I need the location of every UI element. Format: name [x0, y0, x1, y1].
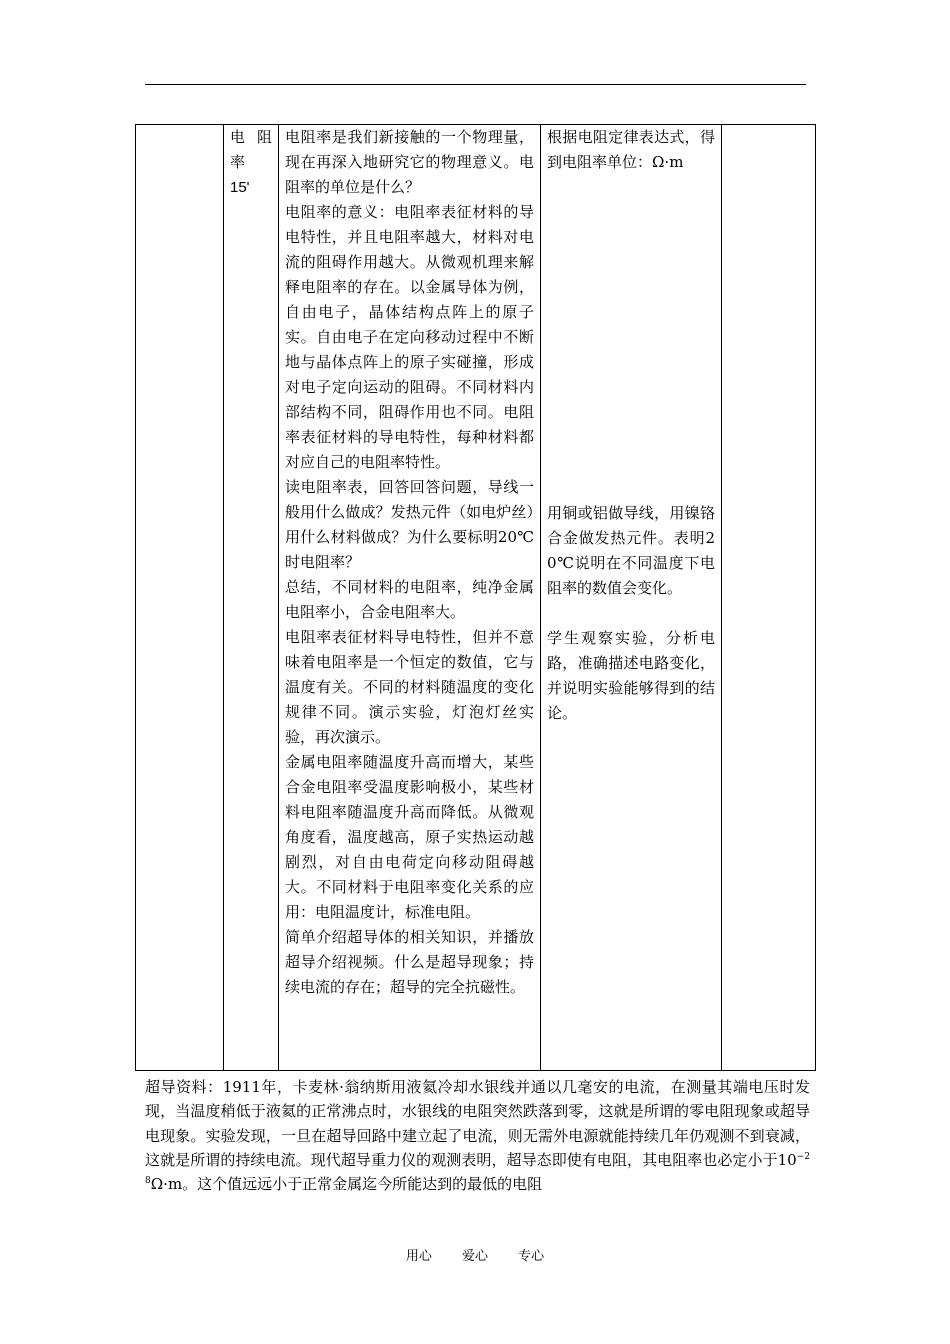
teacher-paragraph: 读电阻率表，回答回答问题，导线一般用什么做成？发热元件（如电炉丝）用什么材料做成？为什么要标明20℃时电阻率？	[285, 478, 534, 571]
header-rule	[145, 84, 806, 85]
teacher-paragraph: 电阻率是我们新接触的一个物理量，现在再深入地研究它的物理意义。电阻率的单位是什么？	[285, 128, 534, 196]
topic-line: 率	[230, 153, 246, 171]
superconductor-footnote	[145, 1075, 810, 1196]
footnote-exponent: −28	[145, 1151, 810, 1187]
student-experiment-note: 学生观察实验，分析电路，准确描述电路变化，并说明实验能够得到的结论。	[547, 629, 715, 722]
spacer	[547, 175, 715, 501]
lesson-table	[135, 124, 816, 1071]
footer-item: 用心	[405, 1249, 432, 1264]
footer-item: 爱心	[461, 1249, 488, 1264]
topic-cell	[224, 125, 279, 1071]
footer-item: 专心	[518, 1249, 545, 1264]
student-unit-note: 根据电阻定律表达式，得到电阻率单位：Ω·m	[547, 128, 715, 171]
topic-line: 电阻	[230, 128, 272, 146]
teacher-paragraph: 电阻率表征材料导电特性，但并不意味着电阻率是一个恒定的数值，它与温度有关。不同的材料随温度的变化规律不同。演示实验，灯泡灯丝实验，再次演示。	[285, 628, 534, 746]
teacher-paragraph: 金属电阻率随温度升高而增大，某些合金电阻率受温度影响极小，某些材料电阻率随温度升高而降低。从微观角度看，温度越高，原子实热运动越剧烈，对自由电荷定向移动阻碍越大。不同材料于电阻率变化关系的应用：电阻温度计，标准电阻。	[285, 753, 534, 921]
student-material-note: 用铜或铝做导线，用镍铬合金做发热元件。表明20℃说明在不同温度下电阻率的数值会变化。	[547, 504, 715, 597]
footnote-text-end: Ω·m。这个值远远小于正常金属迄今所能达到的最低的电阻	[150, 1175, 543, 1194]
student-activity-cell	[541, 125, 722, 1071]
footnote-text: 超导资料：1911年，卡麦林·翁纳斯用液氦冷却水银线并通以几毫安的电流，在测量其端电压时发现，当温度稍低于液氦的正常沸点时，水银线的电阻突然跌落到零，这就是所谓的零电阻现象或超导电现象。实验发现，一旦在超导回路中建立起了电流，则无需外电源就能持续几年仍观测不到衰减，这就是所谓的持续电流。现代超导重力仪的观测表明，超导态即使有电阻，其电阻率也必定小于10	[145, 1078, 810, 1169]
page-footer	[0, 1248, 950, 1266]
table-row	[136, 125, 816, 1071]
teacher-paragraph: 电阻率的意义：电阻率表征材料的导电特性，并且电阻率越大，材料对电流的阻碍作用越大。从微观机理来解释电阻率的存在。以金属导体为例，自由电子，晶体结构点阵上的原子实。自由电子在定向移动过程中不断地与晶体点阵上的原子实碰撞，形成对电子定向运动的阻碍。不同材料内部结构不同，阻碍作用也不同。电阻率表征材料的导电特性，每种材料都对应自己的电阻率特性。	[285, 203, 534, 471]
blank-column-left	[136, 125, 224, 1071]
teacher-activity-cell	[279, 125, 541, 1071]
spacer	[547, 601, 715, 626]
topic-time: 15'	[230, 179, 250, 196]
blank-column-right	[722, 125, 816, 1071]
teacher-paragraph: 简单介绍超导体的相关知识，并播放超导介绍视频。什么是超导现象；持续电流的存在；超导的完全抗磁性。	[285, 928, 534, 996]
teacher-paragraph: 总结，不同材料的电阻率，纯净金属电阻率小，合金电阻率大。	[285, 578, 534, 621]
